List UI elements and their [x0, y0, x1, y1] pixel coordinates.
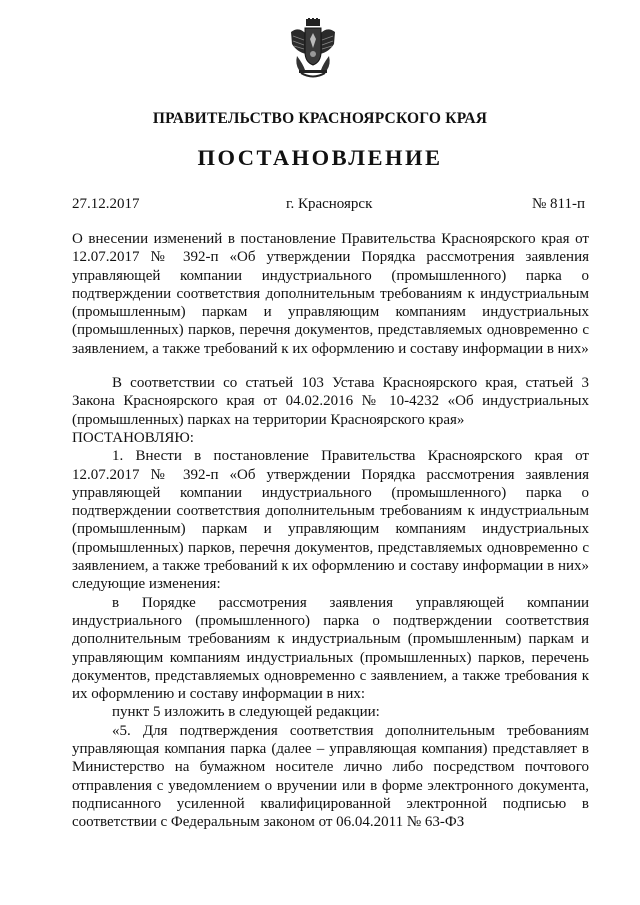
government-name: ПРАВИТЕЛЬСТВО КРАСНОЯРСКОГО КРАЯ — [152, 110, 488, 127]
preamble-paragraph: В соответствии со статьей 103 Устава Красноярского края, статьей 3 Закона Красноярского края от 04.02.2016 № 10-4232 «Об индустриальных (промышленных) парках на территории Красноярского края» — [72, 375, 589, 428]
coat-of-arms-icon — [289, 18, 337, 80]
spacer — [72, 358, 589, 374]
document-type-heading: ПОСТАНОВЛЕНИЕ — [197, 145, 443, 170]
document-body — [72, 230, 589, 832]
document-title: О внесении изменений в постановление Правительства Красноярского края от 12.07.2017 № 392-п «Об утверждении Порядка рассмотрения заявления управляющей компании индустриального (промышленного) парка о подтверждении соответствия дополнительным требованиям к индустриальным (промышленным) паркам и управляющим компаниям индустриальных (промышленных) парков, перечня документов, представляемых одновременно с заявлением, а также требований к их оформлению и составу информации в них» — [72, 231, 589, 357]
decree-word: ПОСТАНОВЛЯЮ: — [72, 429, 194, 446]
item-1-sub-paragraph: в Порядке рассмотрения заявления управляющей компании индустриального (промышленного) парка о подтверждении соответствия дополнительным требованиям к индустриальным (промышленным) паркам и управляющим компаниям индустриальных (промышленных) парков, перечень документов, представляемых одновременно с заявлением, а также требования к их оформлению и составу информации в них: — [72, 594, 589, 703]
point-5-text: «5. Для подтверждения соответствия дополнительным требованиям управляющая компания парка (далее – управляющая компания) представляет в Министерство на бумажном носителе лично либо посредством почтового отправления с уведомлением о вручении или в форме электронного документа, подписанного усиленной квалифицированной электронной подписью в соответствии с Федеральным законом от 06.04.2011 № 63-ФЗ — [72, 722, 589, 831]
decree-number: № 811-п — [531, 196, 585, 212]
point-5-intro: пункт 5 изложить в следующей редакции: — [112, 704, 380, 721]
item-1-paragraph: 1. Внести в постановление Правительства Красноярского края от 12.07.2017 № 392-п «Об утверждении Порядка рассмотрения заявления управляющей компании индустриального (промышленного) парка о подтверждении соответствия дополнительным требованиям к индустриальным (промышленным) паркам и управляющим компаниям индустриальных (промышленных) парков, перечня документов, представляемых одновременно с заявлением, а также требований к их оформлению и составу информации в них» следующие изменения: — [72, 448, 589, 593]
decree-date: 27.12.2017 — [72, 196, 140, 212]
decree-city: г. Красноярск — [286, 196, 373, 212]
